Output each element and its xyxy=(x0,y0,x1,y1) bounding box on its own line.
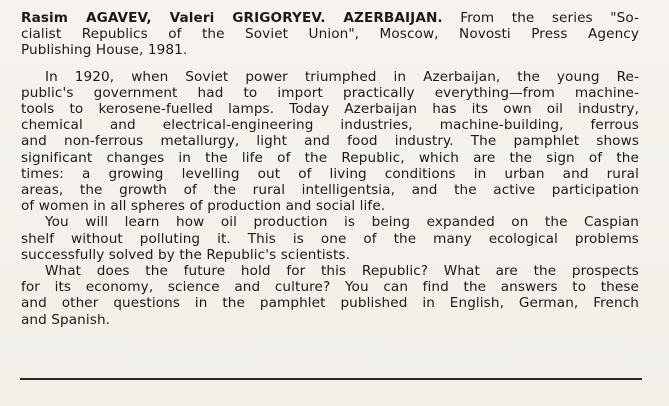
paragraph-line: public's government had to import practically everything—from machine- xyxy=(21,84,639,101)
paragraph-oil-production xyxy=(21,214,639,263)
citation-line-1 xyxy=(21,10,639,26)
paragraph-line: times: a growing levelling out of living conditions in urban and rural xyxy=(21,165,639,182)
paragraph-line: and non-ferrous metallurgy, light and food industry. The pamphlet shows xyxy=(21,133,639,150)
book-entry xyxy=(21,10,639,328)
paragraph-line: significant changes in the life of the Republic, which are the sign of the xyxy=(21,149,639,166)
paragraph-line: What does the future hold for this Republic? What are the prospects xyxy=(45,263,639,280)
paragraph-line: and other questions in the pamphlet published in English, German, French xyxy=(21,295,639,312)
spacer xyxy=(21,59,639,69)
paragraph-line: of women in all spheres of production and social life. xyxy=(21,198,386,215)
paragraph-line: You will learn how oil production is being expanded on the Caspian xyxy=(45,214,639,231)
citation-line-3: Publishing House, 1981. xyxy=(21,42,188,59)
paragraph-line: successfully solved by the Republic's scientists. xyxy=(21,246,351,263)
citation-series: From the series "So- xyxy=(442,10,639,26)
paragraph-line: for its economy, science and culture? You can find the answers to these xyxy=(21,279,639,296)
paragraph-line: and Spanish. xyxy=(21,311,111,328)
paragraph-history xyxy=(21,69,639,215)
paragraph-line: chemical and electrical-engineering industries, machine-building, ferrous xyxy=(21,117,639,134)
paragraph-line: In 1920, when Soviet power triumphed in Azerbaijan, the young Re- xyxy=(45,68,639,85)
citation-line-2: cialist Republics of the Soviet Union", Moscow, Novosti Press Agency xyxy=(21,26,639,43)
paragraph-line: areas, the growth of the rural intelligentsia, and the active participation xyxy=(21,182,639,199)
paragraph-line: shelf without polluting it. This is one of the many ecological problems xyxy=(21,230,639,247)
paragraph-line: tools to kerosene-fuelled lamps. Today Azerbaijan has its own oil industry, xyxy=(21,101,639,118)
bottom-rule xyxy=(20,378,642,380)
citation-author-title: Rasim AGAVEV, Valeri GRIGORYEV. AZERBAIJAN. xyxy=(21,10,443,26)
paragraph-future xyxy=(21,263,639,328)
